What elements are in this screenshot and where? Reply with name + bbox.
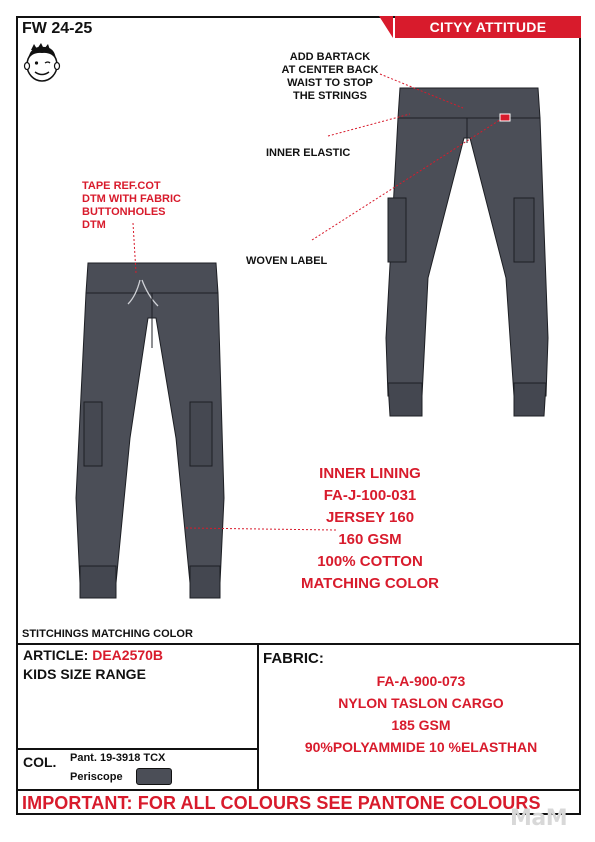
fabric-spec [263, 670, 579, 758]
tech-sheet [16, 16, 581, 815]
watermark-logo: MaM [510, 806, 568, 831]
colour-label: COL. [23, 754, 57, 770]
stitching-note: STITCHINGS MATCHING COLOR [22, 628, 193, 640]
tape-line: BUTTONHOLES [82, 206, 166, 218]
pantone-code: Pant. 19-3918 TCX [70, 752, 166, 764]
article-label: ARTICLE: [23, 647, 89, 663]
lining-line: 100% COTTON [317, 553, 423, 570]
size-range: KIDS SIZE RANGE [23, 666, 146, 682]
pants-back-view [386, 88, 548, 416]
season-label: FW 24-25 [22, 20, 93, 37]
bartack-line: THE STRINGS [293, 90, 367, 102]
fabric-line: 90%POLYAMMIDE 10 %ELASTHAN [304, 739, 538, 755]
lining-line: FA-J-100-031 [323, 487, 417, 504]
lining-line: INNER LINING [319, 465, 421, 482]
lining-line: 160 GSM [338, 531, 402, 548]
divider [18, 643, 579, 645]
divider [257, 645, 259, 790]
colour-name: Periscope [70, 771, 123, 783]
tape-line: TAPE REF.COT [82, 180, 161, 192]
bartack-line: WAIST TO STOP [287, 77, 373, 89]
inner-lining-spec [288, 463, 452, 595]
brand-banner: CITYY ATTITUDE [395, 16, 581, 38]
bartack-line: AT CENTER BACK [281, 64, 379, 76]
tape-line: DTM WITH FABRIC [82, 193, 181, 205]
inner-elastic-note: INNER ELASTIC [266, 147, 351, 159]
divider [18, 789, 579, 791]
tape-line: DTM [82, 219, 106, 231]
woven-label-note: WOVEN LABEL [246, 255, 328, 267]
lining-line: JERSEY 160 [325, 509, 415, 526]
article-field [23, 647, 163, 663]
fabric-line: 185 GSM [391, 717, 451, 733]
colour-swatch [136, 768, 172, 785]
bartack-line: ADD BARTACK [289, 51, 371, 63]
pants-front-view [76, 263, 224, 598]
fabric-title: FABRIC: [263, 650, 324, 667]
lining-line: MATCHING COLOR [300, 575, 440, 592]
article-code: DEA2570B [92, 647, 164, 663]
divider [18, 748, 257, 750]
tape-note [82, 180, 181, 232]
important-note: IMPORTANT: FOR ALL COLOURS SEE PANTONE COLOURS [22, 793, 541, 813]
fabric-line: NYLON TASLON CARGO [338, 695, 504, 711]
fabric-line: FA-A-900-073 [376, 673, 466, 689]
bartack-note [280, 51, 380, 103]
